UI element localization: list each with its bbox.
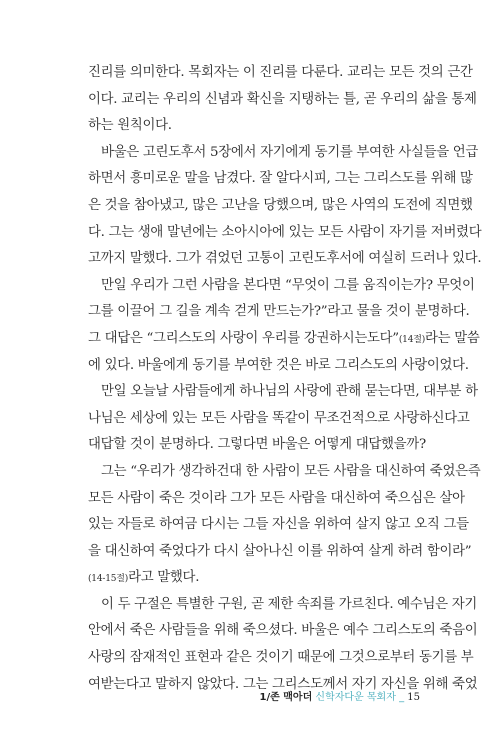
page-number: 15 bbox=[407, 692, 420, 703]
text-segment: 라는 말씀 bbox=[425, 330, 480, 346]
text-line: 다. 그는 생애 말년에는 소아시아에 있는 모든 사람이 자기를 저버렸다 bbox=[88, 224, 482, 240]
text-line: 이 두 구절은 특별한 구원, 곧 제한 속죄를 가르친다. 예수님은 자기 bbox=[101, 596, 477, 612]
verse-reference: (14-15절) bbox=[88, 574, 129, 585]
text-line bbox=[88, 326, 480, 353]
text-line: 있는 자들로 하여금 다시는 그들 자신을 위하여 살지 않고 오직 그들 bbox=[88, 517, 469, 533]
verse-reference: (14절) bbox=[398, 334, 426, 345]
body-text bbox=[88, 60, 482, 698]
text-segment: 라고 말했다. bbox=[128, 570, 200, 586]
text-line: 여받는다고 말하지 않았다. 그는 그리스도께서 자기 자신을 위해 죽었 bbox=[88, 676, 478, 692]
text-line: 은 것을 참아냈고, 많은 고난을 당했으며, 많은 사역의 도전에 직면했 bbox=[88, 197, 473, 213]
text-line: 사랑의 잠재적인 표현과 같은 것이기 때문에 그것으로부터 동기를 부 bbox=[88, 650, 474, 666]
text-line: 고까지 말했다. 그가 겪었던 고통이 고린도후서에 여실히 드러나 있다. bbox=[88, 251, 482, 267]
text-line: 하는 원칙이다. bbox=[88, 118, 172, 134]
text-line: 만일 우리가 그런 사람을 본다면 “무엇이 그를 움직이는가? 무엇이 bbox=[101, 277, 475, 293]
text-line: 그를 이끌어 그 길을 계속 걷게 만드는가?”라고 물을 것이 분명하다. bbox=[88, 304, 470, 320]
footer-separator: _ bbox=[399, 692, 405, 703]
text-line: 하면서 흥미로운 말을 남겼다. 잘 알다시피, 그는 그리스도를 위해 많 bbox=[88, 171, 473, 187]
text-segment: 그 대답은 “그리스도의 사랑이 우리를 강권하시는도다” bbox=[88, 330, 399, 346]
text-line: 을 대신하여 죽었다가 다시 살아나신 이를 위하여 살게 하려 함이라” bbox=[88, 543, 472, 559]
text-line: 그는 “우리가 생각하건대 한 사람이 모든 사람을 대신하여 죽었은즉 bbox=[101, 463, 481, 479]
text-line bbox=[88, 565, 418, 592]
page-footer bbox=[260, 691, 421, 705]
text-line: 에 있다. 바울에게 동기를 부여한 것은 바로 그리스도의 사랑이었다. bbox=[88, 357, 469, 373]
text-line: 만일 오늘날 사람들에게 하나님의 사랑에 관해 묻는다면, 대부분 하 bbox=[101, 384, 478, 400]
text-line: 바울은 고린도후서 5장에서 자기에게 동기를 부여한 사실들을 언급 bbox=[101, 144, 479, 160]
text-line: 진리를 의미한다. 목회자는 이 진리를 다룬다. 교리는 모든 것의 근간 bbox=[88, 65, 473, 80]
text-line: 안에서 죽은 사람들을 위해 죽으셨다. 바울은 예수 그리스도의 죽음이 bbox=[88, 623, 478, 639]
chapter-label: 1/존 맥아더 bbox=[259, 692, 313, 703]
text-line: 모든 사람이 죽은 것이라 그가 모든 사람을 대신하여 죽으심은 살아 bbox=[88, 490, 465, 506]
book-title: 신학자다운 목회자 bbox=[315, 692, 396, 703]
text-line: 나님은 세상에 있는 모든 사람을 똑같이 무조건적으로 사랑하신다고 bbox=[88, 410, 470, 426]
text-line: 대답할 것이 분명하다. 그렇다면 바울은 어떻게 대답했을까? bbox=[88, 437, 426, 453]
text-line: 이다. 교리는 우리의 신념과 확신을 지탱하는 틀, 곧 우리의 삶을 통제 bbox=[88, 91, 477, 107]
